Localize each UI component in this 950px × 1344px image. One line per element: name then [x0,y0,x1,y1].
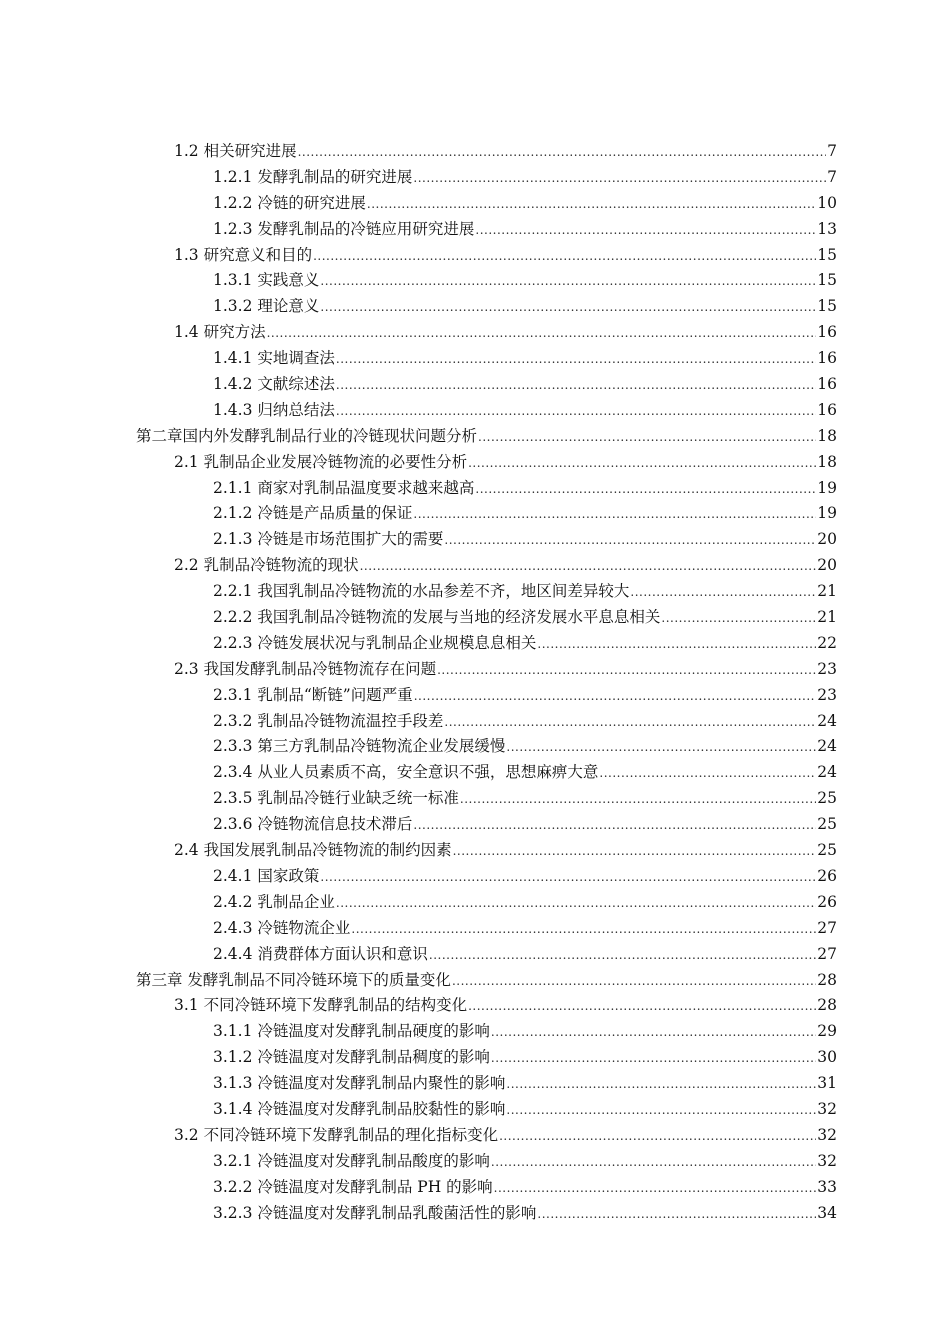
toc-dot-leader [491,1046,816,1072]
toc-entry[interactable] [136,1201,837,1227]
toc-dot-leader [475,477,816,503]
toc-dot-leader [413,813,816,839]
toc-dot-leader [444,710,816,736]
toc-dot-leader [630,580,816,606]
toc-entry[interactable] [136,657,837,683]
toc-dot-leader [537,1202,816,1228]
toc-dot-leader [320,295,816,321]
toc-entry[interactable] [136,527,837,553]
toc-entry[interactable] [136,1097,837,1123]
toc-entry[interactable] [136,1019,837,1045]
toc-entry[interactable] [136,165,837,191]
table-of-contents [136,139,837,1226]
toc-entry-title: 1.3.1 实践意义 [213,271,320,290]
toc-page-number: 16 [817,375,837,394]
toc-page-number: 29 [817,1022,837,1041]
toc-entry-title: 2.1.3 冷链是市场范围扩大的需要 [213,530,444,549]
toc-dot-leader [336,373,816,399]
toc-entry-title: 3.1.2 冷链温度对发酵乳制品稠度的影响 [213,1048,490,1067]
toc-entry[interactable] [136,812,837,838]
toc-page-number: 23 [817,659,837,678]
toc-entry-title: 2.2.2 我国乳制品冷链物流的发展与当地的经济发展水平息息相关 [213,608,661,627]
toc-entry-title: 1.4.1 实地调查法 [213,349,335,368]
toc-entry-title: 2.3.2 乳制品冷链物流温控手段差 [213,711,444,730]
toc-entry[interactable] [136,217,837,243]
toc-entry[interactable] [136,579,837,605]
toc-entry[interactable] [136,605,837,631]
toc-entry[interactable] [136,1071,837,1097]
toc-page-number: 7 [827,167,837,186]
toc-page-number: 15 [817,245,837,264]
toc-entry-title: 第二章国内外发酵乳制品行业的冷链现状问题分析 [136,426,478,445]
toc-entry-title: 1.2.1 发酵乳制品的研究进展 [213,167,413,186]
toc-entry-title: 1.2.3 发酵乳制品的冷链应用研究进展 [213,219,475,238]
toc-entry[interactable] [136,760,837,786]
toc-entry-title: 2.3.4 从业人员素质不高，安全意识不强，思想麻痹大意 [213,763,599,782]
toc-entry[interactable] [136,838,837,864]
toc-dot-leader [413,166,826,192]
toc-page-number: 18 [817,452,837,471]
toc-dot-leader [460,787,816,813]
toc-page-number: 18 [817,426,837,445]
toc-entry-title: 2.4.3 冷链物流企业 [213,918,351,937]
toc-dot-leader [320,865,816,891]
toc-entry[interactable] [136,320,837,346]
toc-page-number: 32 [817,1099,837,1118]
toc-page-number: 32 [817,1125,837,1144]
toc-entry[interactable] [136,864,837,890]
toc-dot-leader [494,1176,817,1202]
toc-entry-title: 2.2.3 冷链发展状况与乳制品企业规模息息相关 [213,633,537,652]
toc-entry[interactable] [136,450,837,476]
toc-dot-leader [506,1098,816,1124]
toc-page-number: 25 [817,815,837,834]
toc-entry[interactable] [136,1045,837,1071]
toc-entry[interactable] [136,786,837,812]
toc-page-number: 10 [817,193,837,212]
toc-dot-leader [313,244,816,270]
toc-page-number: 13 [817,219,837,238]
toc-entry[interactable] [136,734,837,760]
toc-dot-leader [491,1150,816,1176]
toc-entry[interactable] [136,631,837,657]
toc-page-number: 32 [817,1151,837,1170]
toc-page-number: 21 [817,582,837,601]
toc-dot-leader [336,891,816,917]
toc-entry[interactable] [136,294,837,320]
toc-entry-title: 3.2.3 冷链温度对发酵乳制品乳酸菌活性的影响 [213,1203,537,1222]
toc-dot-leader [444,528,816,554]
toc-page-number: 26 [817,892,837,911]
toc-page-number: 21 [817,608,837,627]
toc-dot-leader [475,218,816,244]
toc-entry[interactable] [136,346,837,372]
toc-entry-title: 1.3 研究意义和目的 [174,245,313,264]
toc-entry[interactable] [136,890,837,916]
toc-page-number: 27 [817,918,837,937]
toc-entry-title: 2.2 乳制品冷链物流的现状 [174,556,359,575]
toc-entry-title: 2.3.1 乳制品“断链”问题严重 [213,685,413,704]
toc-entry[interactable] [136,553,837,579]
toc-entry-title: 3.1.1 冷链温度对发酵乳制品硬度的影响 [213,1022,490,1041]
toc-entry-title: 1.4.3 归纳总结法 [213,400,335,419]
toc-entry-title: 第三章 发酵乳制品不同冷链环境下的质量变化 [136,970,451,989]
toc-entry[interactable] [136,1123,837,1149]
toc-page-number: 24 [817,711,837,730]
toc-entry[interactable] [136,683,837,709]
toc-entry[interactable] [136,709,837,735]
toc-entry[interactable] [136,268,837,294]
toc-entry-title: 2.4.1 国家政策 [213,866,320,885]
toc-entry-title: 2.3.5 乳制品冷链行业缺乏统一标准 [213,789,459,808]
toc-page-number: 25 [817,841,837,860]
toc-page-number: 7 [827,142,837,160]
toc-page-number: 24 [817,737,837,756]
toc-dot-leader [367,192,816,218]
toc-entry-title: 3.1.3 冷链温度对发酵乳制品内聚性的影响 [213,1074,506,1093]
toc-dot-leader [453,839,817,865]
toc-page-number: 30 [817,1048,837,1067]
toc-entry[interactable] [136,139,837,165]
toc-dot-leader [351,917,816,943]
toc-dot-leader [267,321,817,347]
toc-entry-title: 3.2.2 冷链温度对发酵乳制品 PH 的影响 [213,1177,493,1196]
toc-page-number: 20 [817,530,837,549]
toc-entry[interactable] [136,372,837,398]
toc-entry-title: 2.1.1 商家对乳制品温度要求越来越高 [213,478,475,497]
toc-entry[interactable] [136,424,837,450]
toc-dot-leader [506,1072,816,1098]
toc-dot-leader [429,943,816,969]
toc-page-number: 31 [817,1074,837,1093]
toc-dot-leader [599,761,816,787]
toc-dot-leader [360,554,817,580]
toc-entry-title: 1.4.2 文献综述法 [213,375,335,394]
toc-dot-leader [478,425,816,451]
toc-page-number: 22 [817,633,837,652]
toc-page-number: 20 [817,556,837,575]
toc-entry[interactable] [136,942,837,968]
toc-page-number: 26 [817,866,837,885]
toc-dot-leader [468,994,816,1020]
toc-page-number: 16 [817,349,837,368]
toc-entry-title: 3.1.4 冷链温度对发酵乳制品胶黏性的影响 [213,1099,506,1118]
toc-entry[interactable] [136,243,837,269]
toc-dot-leader [468,451,816,477]
toc-entry-title: 3.2 不同冷链环境下发酵乳制品的理化指标变化 [174,1125,499,1144]
toc-page-number: 15 [817,297,837,316]
toc-entry-title: 2.3.3 第三方乳制品冷链物流企业发展缓慢 [213,737,506,756]
toc-page-number: 15 [817,271,837,290]
toc-entry-title: 1.2 相关研究进展 [174,142,297,160]
toc-page-number: 24 [817,763,837,782]
toc-page-number: 25 [817,789,837,808]
toc-entry-title: 2.3 我国发酵乳制品冷链物流存在问题 [174,659,437,678]
toc-dot-leader [499,1124,816,1150]
toc-dot-leader [336,399,816,425]
toc-page-number: 23 [817,685,837,704]
toc-dot-leader [537,632,816,658]
toc-page-number: 19 [817,478,837,497]
toc-page-number: 19 [817,504,837,523]
toc-entry[interactable] [136,968,837,994]
toc-page-number: 16 [817,400,837,419]
toc-entry[interactable] [136,1149,837,1175]
toc-entry-title: 2.4.2 乳制品企业 [213,892,335,911]
toc-page-number: 34 [817,1203,837,1222]
toc-entry-title: 2.4 我国发展乳制品冷链物流的制约因素 [174,841,452,860]
toc-dot-leader [437,658,816,684]
toc-page-number: 28 [817,996,837,1015]
toc-entry[interactable] [136,1175,837,1201]
toc-entry-title: 2.2.1 我国乳制品冷链物流的水品参差不齐，地区间差异较大 [213,582,630,601]
toc-dot-leader [298,140,827,166]
toc-entry[interactable] [136,916,837,942]
toc-entry[interactable] [136,398,837,424]
toc-dot-leader [661,606,816,632]
toc-entry-title: 2.3.6 冷链物流信息技术滞后 [213,815,413,834]
toc-page-number: 16 [817,323,837,342]
toc-dot-leader [414,684,817,710]
toc-dot-leader [413,502,816,528]
toc-page-number: 27 [817,944,837,963]
toc-dot-leader [320,269,816,295]
toc-entry[interactable] [136,993,837,1019]
toc-entry-title: 2.4.4 消费群体方面认识和意识 [213,944,428,963]
toc-entry-title: 1.4 研究方法 [174,323,266,342]
toc-page-number: 28 [817,970,837,989]
toc-entry[interactable] [136,501,837,527]
toc-entry-title: 3.1 不同冷链环境下发酵乳制品的结构变化 [174,996,468,1015]
toc-entry-title: 1.2.2 冷链的研究进展 [213,193,366,212]
toc-entry-title: 2.1 乳制品企业发展冷链物流的必要性分析 [174,452,468,471]
toc-entry-title: 1.3.2 理论意义 [213,297,320,316]
toc-entry[interactable] [136,191,837,217]
toc-dot-leader [491,1020,816,1046]
toc-entry-title: 2.1.2 冷链是产品质量的保证 [213,504,413,523]
toc-dot-leader [336,347,816,373]
toc-dot-leader [452,969,816,995]
toc-entry-title: 3.2.1 冷链温度对发酵乳制品酸度的影响 [213,1151,490,1170]
toc-page-number: 33 [817,1177,837,1196]
toc-entry[interactable] [136,476,837,502]
toc-dot-leader [506,735,816,761]
